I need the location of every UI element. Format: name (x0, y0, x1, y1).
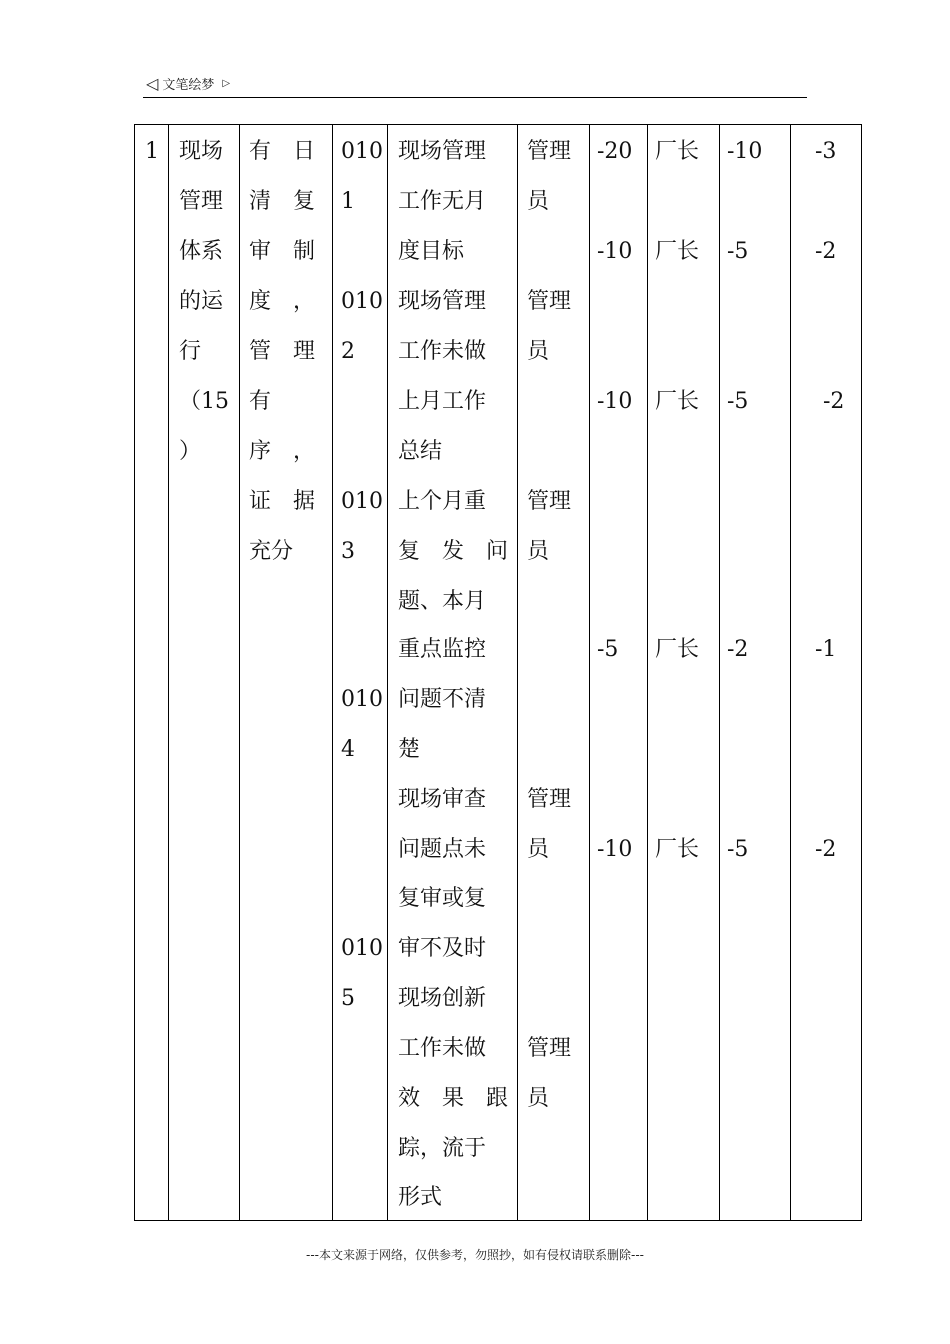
item-text: 体系 (179, 239, 224, 264)
code-text: 2 (341, 339, 355, 364)
standard-text: 清 复 (249, 189, 316, 214)
code-text: 5 (341, 986, 355, 1011)
column-divider (647, 125, 648, 1220)
code-text: 4 (341, 737, 355, 762)
score-3: -3 (815, 139, 837, 164)
item-text: 管理 (179, 189, 224, 214)
approver-text: 厂长 (655, 239, 700, 264)
content-text: 形式 (398, 1185, 443, 1210)
standard-text: 证 据 (249, 489, 316, 514)
standard-text: 序 ， (249, 439, 316, 464)
row-number: 1 (145, 139, 159, 164)
score-2: -5 (727, 389, 749, 414)
responsible-text: 管理 (527, 787, 572, 812)
approver-text: 厂长 (655, 837, 700, 862)
score-2: -10 (727, 139, 763, 164)
code-text: 3 (341, 539, 355, 564)
header-title: 文笔绘梦 (162, 78, 215, 93)
code-text: 1 (341, 189, 355, 214)
score-1: -10 (597, 837, 633, 862)
responsible-text: 管理 (527, 289, 572, 314)
content-text: 上个月重 (398, 489, 487, 514)
responsible-text: 员 (527, 1086, 550, 1111)
score-2: -5 (727, 239, 749, 264)
column-divider (517, 125, 518, 1220)
content-text: 工作无月 (398, 189, 487, 214)
column-divider (790, 125, 791, 1220)
score-3: -1 (815, 637, 837, 662)
approver-text: 厂长 (655, 389, 700, 414)
content-text: 现场管理 (398, 139, 487, 164)
content-text: 题、本月 (398, 589, 487, 614)
score-3: -2 (815, 239, 837, 264)
content-text: 工作未做 (398, 1036, 487, 1061)
content-text: 楚 (398, 737, 421, 762)
responsible-text: 管理 (527, 139, 572, 164)
standard-text: 度 ， (249, 289, 316, 314)
page-header (146, 74, 230, 93)
code-text: 010 (341, 289, 383, 314)
content-text: 度目标 (398, 239, 465, 264)
content-text: 上月工作 (398, 389, 487, 414)
footer-disclaimer: ---本文来源于网络，仅供参考，勿照抄，如有侵权请联系删除--- (306, 1248, 644, 1262)
item-text: 现场 (179, 139, 224, 164)
left-triangle-icon: ◁ (146, 73, 159, 93)
item-text: （15 (179, 389, 229, 414)
content-text: 复审或复 (398, 886, 487, 911)
responsible-text: 管理 (527, 489, 572, 514)
content-text: 审不及时 (398, 936, 487, 961)
standard-text: 审 制 (249, 239, 316, 264)
score-1: -10 (597, 239, 633, 264)
column-divider (332, 125, 333, 1220)
content-text: 踪，流于 (398, 1136, 487, 1161)
standard-text: 有 (249, 389, 272, 414)
approver-text: 厂长 (655, 637, 700, 662)
item-text: 的运 (179, 289, 224, 314)
score-2: -2 (727, 637, 749, 662)
score-3: -2 (815, 837, 837, 862)
column-divider (239, 125, 240, 1220)
code-text: 010 (341, 139, 383, 164)
header-rule (143, 97, 807, 98)
standard-text: 管 理 (249, 339, 316, 364)
standard-text: 有 日 (249, 139, 316, 164)
score-3: -2 (823, 389, 845, 414)
content-text: 重点监控 (398, 637, 487, 662)
code-text: 010 (341, 936, 383, 961)
code-text: 010 (341, 687, 383, 712)
responsible-text: 员 (527, 339, 550, 364)
content-text: 复 发 问 (398, 539, 509, 564)
content-text: 问题点未 (398, 837, 487, 862)
score-table (134, 124, 862, 1221)
column-divider (719, 125, 720, 1220)
responsible-text: 管理 (527, 1036, 572, 1061)
score-2: -5 (727, 837, 749, 862)
content-text: 现场管理 (398, 289, 487, 314)
content-text: 总结 (398, 439, 443, 464)
item-text: ） (179, 439, 202, 464)
standard-text: 充分 (249, 539, 294, 564)
score-1: -20 (597, 139, 633, 164)
column-divider (168, 125, 169, 1220)
content-text: 问题不清 (398, 687, 487, 712)
responsible-text: 员 (527, 539, 550, 564)
content-text: 工作未做 (398, 339, 487, 364)
responsible-text: 员 (527, 837, 550, 862)
code-text: 010 (341, 489, 383, 514)
approver-text: 厂长 (655, 139, 700, 164)
content-text: 现场审查 (398, 787, 487, 812)
column-divider (387, 125, 388, 1220)
item-text: 行 (179, 339, 202, 364)
content-text: 效 果 跟 (398, 1086, 509, 1111)
right-triangle-icon: ▷ (222, 77, 231, 89)
responsible-text: 员 (527, 189, 550, 214)
column-divider (589, 125, 590, 1220)
content-text: 现场创新 (398, 986, 487, 1011)
score-1: -5 (597, 637, 619, 662)
score-1: -10 (597, 389, 633, 414)
